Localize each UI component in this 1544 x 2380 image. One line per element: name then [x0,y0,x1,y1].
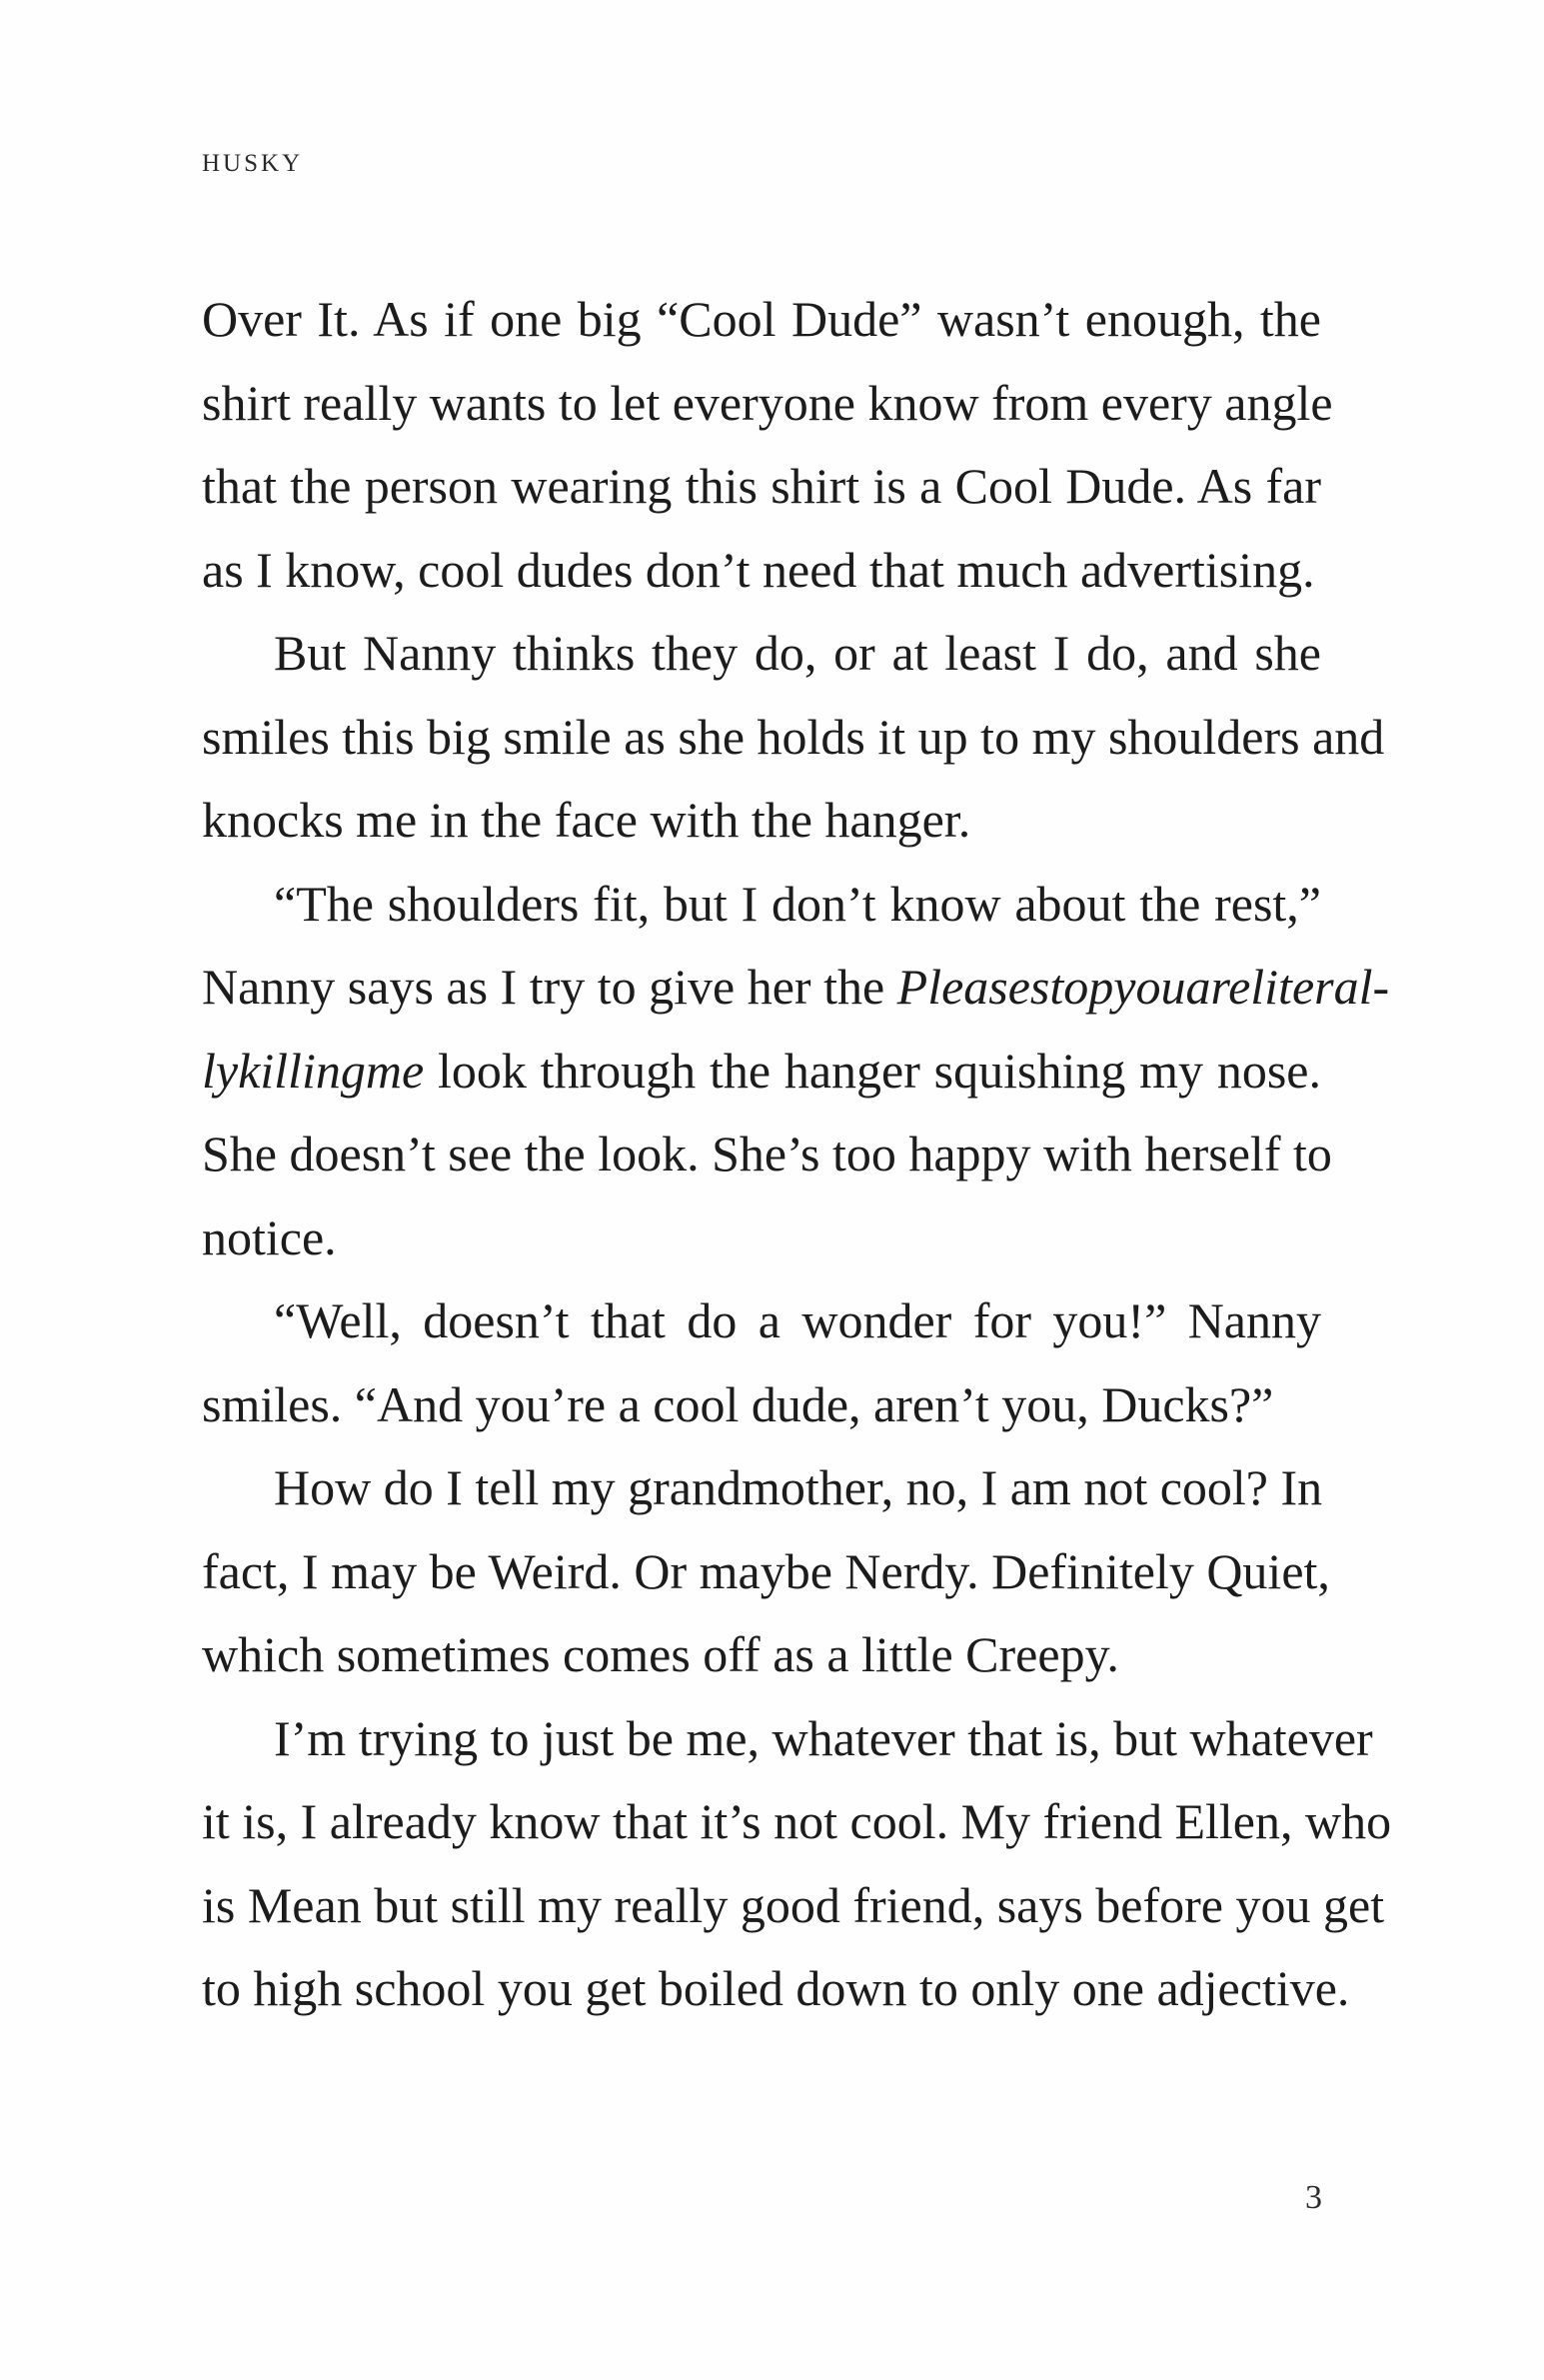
italic-phrase: lykillingme [202,1042,425,1099]
text-line: smiles this big smile as she holds it up to my shoulders and [202,708,1385,765]
paragraph-start-line: But Nanny thinks they do, or at least I do, and she [274,625,1321,681]
text-line: to high school you get boiled down to only one adjective. [202,1960,1350,2016]
text-line: She doesn’t see the look. She’s too happy with herself to [202,1126,1332,1182]
paragraph-start-line: I’m trying to just be me, whatever that is, but whatever [274,1709,1373,1766]
body-text [202,278,1392,2031]
running-head: HUSKY [202,150,304,177]
text-line: shirt really wants to let everyone know from every angle [202,374,1333,431]
text-line: smiles. “And you’re a cool dude, aren’t you, Ducks?” [202,1375,1274,1432]
text-line: Over It. As if one big “Cool Dude” wasn’t enough, the [202,291,1321,347]
paragraph-start-line: “Well, doesn’t that do a wonder for you!” Nanny [274,1292,1321,1348]
text-line: lykillingme look through the hanger squishing my nose. [202,1042,1321,1099]
text-line: which sometimes comes off as a little Creepy. [202,1626,1119,1682]
text-line: knocks me in the face with the hanger. [202,792,971,848]
text-line: fact, I may be Weird. Or maybe Nerdy. Definitely Quiet, [202,1542,1330,1599]
text-line: that the person wearing this shirt is a Cool Dude. As far [202,458,1321,514]
paragraph-start-line: How do I tell my grandmother, no, I am not cool? In [274,1459,1323,1515]
text-line: it is, I already know that it’s not cool. My friend Ellen, who [202,1793,1392,1849]
text-line: Nanny says as I try to give her the Pleasestopyouareliteral- [202,959,1390,1015]
paragraph-start-line: “The shoulders fit, but I don’t know about the rest,” [274,875,1321,932]
text-line: is Mean but still my really good friend, says before you get [202,1876,1385,1933]
text-line: as I know, cool dudes don’t need that much advertising. [202,541,1315,598]
page-number: 3 [1305,2179,1322,2216]
italic-phrase: Pleasestopyouareliteral- [896,959,1390,1015]
text-line: notice. [202,1208,337,1265]
